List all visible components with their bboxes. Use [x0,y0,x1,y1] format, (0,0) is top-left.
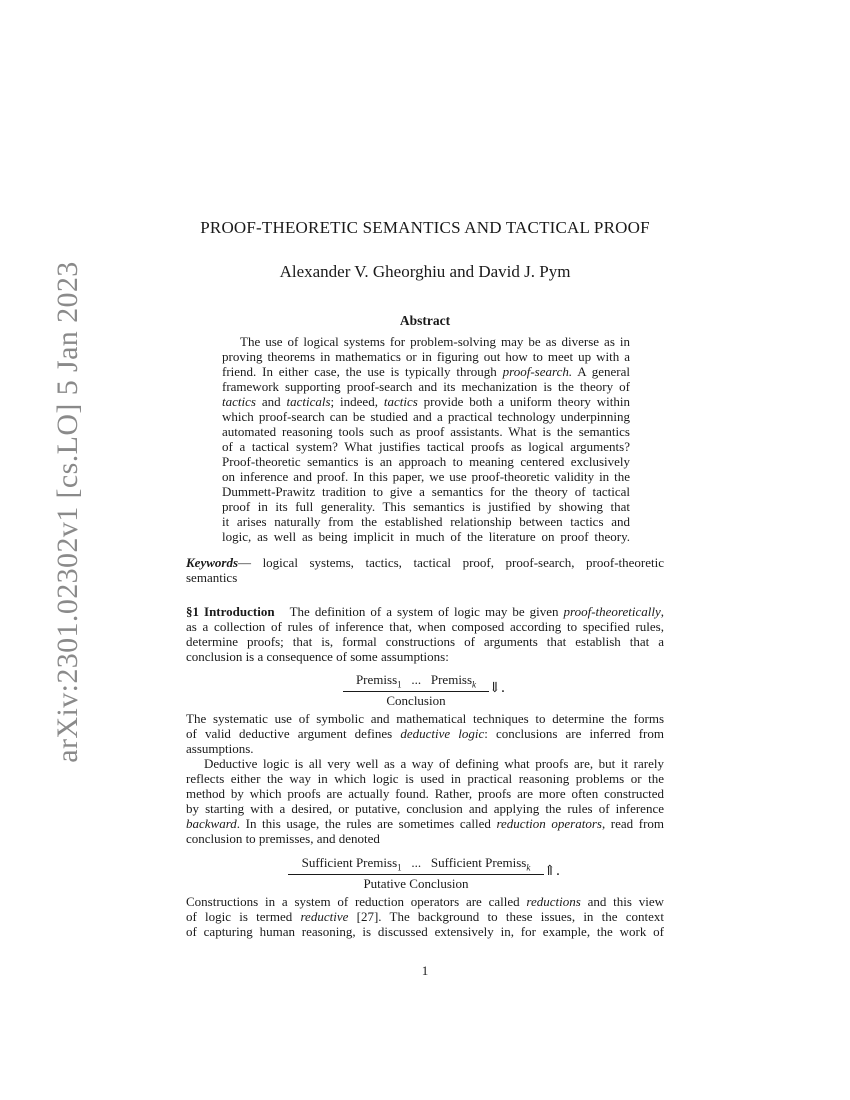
abstract-line: automated reasoning tools such as proof assistants. What is the semantics [222,424,630,439]
body-line: Deductive logic is all very well as a way of defining what proofs are, but it rarely [204,756,664,771]
arxiv-identifier: arXiv:2301.02302v1 [cs.LO] 5 Jan 2023 [51,261,84,763]
emphasis: backward [186,816,237,831]
intro-line [186,604,664,619]
rule-premisses [288,855,544,875]
abstract-line: it arises naturally from the established relationship between tactics and [222,514,630,529]
premiss: Sufficient Premiss [301,855,398,870]
text-run: The definition of a system of logic may be given [289,604,559,619]
keywords-line: semantics [186,570,238,585]
abstract-line: framework supporting proof-search and its mechanization is the theory of [222,379,630,394]
text-run: friend. In either case, the use is typically through [222,364,497,379]
abstract-line: on inference and proof. In this paper, we use proof-theoretic validity in the [222,469,630,484]
keywords-line [186,555,664,570]
arrow-glyph: ⇓ [489,680,501,696]
emphasis: deductive logic [400,726,485,741]
text-run: Constructions in a system of reduction operators are called [186,894,520,909]
body-line [186,894,664,909]
premiss: Premiss [430,672,473,687]
intro-line: as a collection of rules of inference that, when composed according to specified rules, [186,619,664,634]
abstract-line: Proof-theoretic semantics is an approach to meaning centered exclusively [222,454,630,469]
subscript: k [472,679,477,690]
emphasis: reductive [300,909,349,924]
emphasis: proof-search. [502,364,573,379]
abstract-line: which proof-search can be studied and a practical technology underpinning [222,409,630,424]
period: . [500,680,506,696]
rule-premisses [343,672,489,692]
text-run: and this view [587,894,664,909]
body-line: The systematic use of symbolic and mathematical techniques to determine the forms [186,711,664,726]
emphasis: tacticals [286,394,331,409]
inference-rule-reductive [288,855,544,892]
body-line: conclusion to premisses, and denoted [186,831,380,846]
emphasis: tactics [222,394,256,409]
abstract-line: Dummett-Prawitz tradition to give a semantics for the theory of tactical [222,484,630,499]
arrow-glyph: ⇑ [544,863,556,879]
abstract-line: The use of logical systems for problem-solving may be as diverse as in [240,334,630,349]
ellipsis: ... [411,855,422,870]
premiss: Sufficient Premiss [430,855,527,870]
paper-authors: Alexander V. Gheorghiu and David J. Pym [279,262,571,281]
text-run: [27]. The background to these issues, in the context [356,909,665,924]
body-line: of capturing human reasoning, is discussed extensively in, for example, the work of [186,924,664,939]
intro-line: conclusion is a consequence of some assumptions: [186,649,449,664]
emphasis: tactics [383,394,418,409]
abstract-line [222,394,630,409]
period: . [555,863,561,879]
rule-conclusion: Conclusion [386,692,446,708]
rule-conclusion: Putative Conclusion [363,875,469,891]
premiss: Premiss [355,672,398,687]
inference-rule-deductive [343,672,489,709]
abstract-heading: Abstract [399,313,451,328]
down-arrow-icon [489,680,505,696]
text-run: of logic is termed [186,909,293,924]
abstract-line: proof in its full generality. This semantics is justified by showing that [222,499,630,514]
section-heading: §1 Introduction [186,604,275,619]
text-run: A general [577,364,630,379]
text-run: : conclusions are inferred from [484,726,664,741]
up-arrow-icon [544,863,560,879]
body-line [186,726,664,741]
text-run: ; indeed, [330,394,378,409]
emphasis: proof-theoretically [563,604,661,619]
keywords-label: Keywords [186,555,238,570]
subscript: 1 [397,679,402,690]
arxiv-sidebar [0,0,90,1100]
body-line: assumptions. [186,741,254,756]
paper-title: PROOF-THEORETIC SEMANTICS AND TACTICAL PROOF [200,218,650,237]
page-number: 1 [421,963,429,978]
body-line: by starting with a desired, or putative, conclusion and applying the rules of inference [186,801,664,816]
text-run: , read from [601,816,665,831]
abstract-line: proving theorems in mathematics or in figuring out how to meet up with a [222,349,630,364]
text-run: — [238,555,251,570]
text-run: of valid deductive argument defines [186,726,393,741]
text-run: . In this usage, the rules are sometimes called [236,816,491,831]
emphasis: reduction operators [496,816,602,831]
body-line [186,909,664,924]
abstract-line [222,364,630,379]
text-run: , [660,604,665,619]
subscript: 1 [397,862,402,873]
text-run: logical systems, tactics, tactical proof, proof-search, proof-theoretic [262,555,664,570]
body-line: method by which proofs are actually found. Rather, proofs are more often constructed [186,786,664,801]
body-line [186,816,664,831]
ellipsis: ... [411,672,422,687]
text-run: and [261,394,281,409]
emphasis: reductions [526,894,581,909]
text-run: provide both a uniform theory within [423,394,631,409]
intro-line: determine proofs; that is, formal constructions of arguments that establish that a [186,634,664,649]
body-line: reflects either the way in which logic is used in practical reasoning problems or the [186,771,664,786]
abstract-line: logic, as well as being implicit in much of the literature on proof theory. [222,529,630,544]
subscript: k [526,862,531,873]
abstract-line: of a tactical system? What justifies tactical proofs as logical arguments? [222,439,630,454]
